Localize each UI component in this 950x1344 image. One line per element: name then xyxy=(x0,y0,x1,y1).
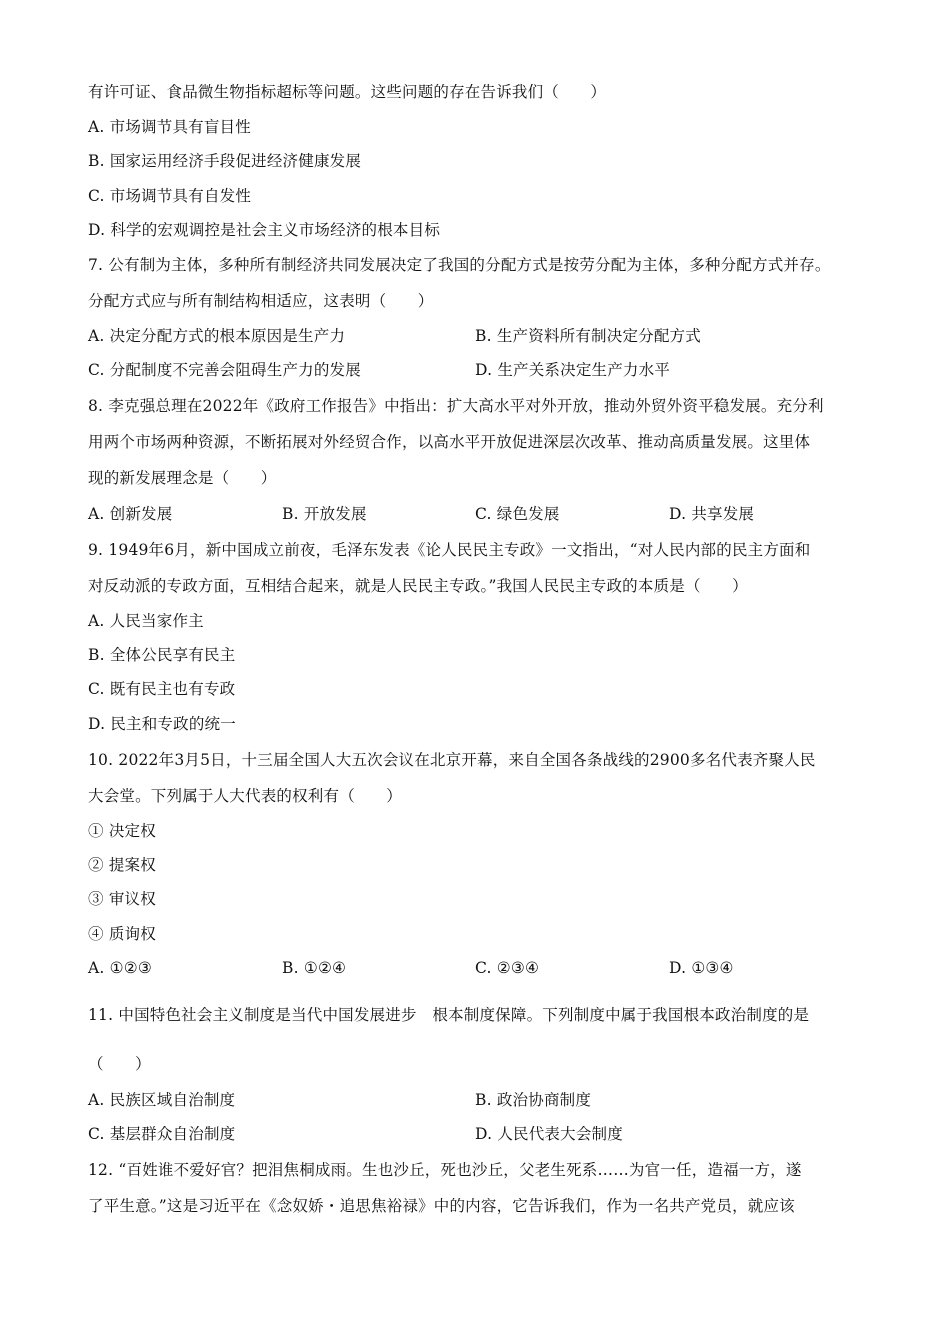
q6-option-b[interactable]: B. 国家运用经济手段促进经济健康发展 xyxy=(88,152,362,170)
q9-option-d[interactable]: D. 民主和专政的统一 xyxy=(88,715,236,733)
q6-option-c[interactable]: C. 市场调节具有自发性 xyxy=(88,187,252,205)
q8-option-d[interactable]: D. 共享发展 xyxy=(669,505,755,523)
q9-stem-line-2: 对反动派的专政方面，互相结合起来，就是人民民主专政。”我国人民民主专政的本质是（ ） xyxy=(88,577,748,595)
q7-option-b[interactable]: B. 生产资料所有制决定分配方式 xyxy=(475,327,701,345)
q9-option-c[interactable]: C. 既有民主也有专政 xyxy=(88,680,236,698)
q7-option-c[interactable]: C. 分配制度不完善会阻碍生产力的发展 xyxy=(88,361,361,379)
q7-option-a[interactable]: A. 决定分配方式的根本原因是生产力 xyxy=(88,327,346,345)
q12-stem-line-1: 12. “百姓谁不爱好官？把泪焦桐成雨。生也沙丘，死也沙丘，父老生死系……为官一任，造福一方，遂 xyxy=(88,1161,802,1179)
q11-option-a[interactable]: A. 民族区域自治制度 xyxy=(88,1091,236,1109)
q11-stem-line-2: （ ） xyxy=(88,1055,151,1073)
q10-item-3: ③ 审议权 xyxy=(88,890,156,908)
q8-option-b[interactable]: B. 开放发展 xyxy=(282,505,367,523)
q8-stem-line-1: 8. 李克强总理在2022年《政府工作报告》中指出：扩大高水平对外开放，推动外贸外资平稳发展。充分利 xyxy=(88,397,824,415)
q11-stem-line-1: 11. 中国特色社会主义制度是当代中国发展进步 根本制度保障。下列制度中属于我国根本政治制度的是 xyxy=(88,1006,810,1024)
q11-option-c[interactable]: C. 基层群众自治制度 xyxy=(88,1125,236,1143)
q7-option-d[interactable]: D. 生产关系决定生产力水平 xyxy=(475,361,671,379)
q11-option-d[interactable]: D. 人民代表大会制度 xyxy=(475,1125,623,1143)
q9-stem-line-1: 9. 1949年6月，新中国成立前夜，毛泽东发表《论人民民主专政》一文指出，“对人民内部的民主方面和 xyxy=(88,541,811,559)
q9-option-a[interactable]: A. 人民当家作主 xyxy=(88,612,204,630)
q10-stem-line-1: 10. 2022年3月5日，十三届全国人大五次会议在北京开幕，来自全国各条战线的2900多名代表齐聚人民 xyxy=(88,751,816,769)
q12-stem-line-2: 了平生意。”这是习近平在《念奴娇・追思焦裕禄》中的内容，它告诉我们，作为一名共产党员，就应该 xyxy=(88,1197,795,1215)
q10-option-c[interactable]: C. ②③④ xyxy=(475,959,540,977)
q10-item-2: ② 提案权 xyxy=(88,856,156,874)
q7-stem-line-1: 7. 公有制为主体，多种所有制经济共同发展决定了我国的分配方式是按劳分配为主体，多种分配方式并存。 xyxy=(88,256,831,274)
q8-stem-line-3: 现的新发展理念是（ ） xyxy=(88,469,277,487)
q8-stem-line-2: 用两个市场两种资源，不断拓展对外经贸合作，以高水平开放促进深层次改革、推动高质量发展。这里体 xyxy=(88,433,811,451)
q10-item-4: ④ 质询权 xyxy=(88,925,156,943)
q10-option-d[interactable]: D. ①③④ xyxy=(669,959,734,977)
q10-stem-line-2: 大会堂。下列属于人大代表的权利有（ ） xyxy=(88,787,403,805)
q6-option-d[interactable]: D. 科学的宏观调控是社会主义市场经济的根本目标 xyxy=(88,221,441,239)
q10-item-1: ① 决定权 xyxy=(88,822,156,840)
q10-option-b[interactable]: B. ①②④ xyxy=(282,959,347,977)
q6-stem-tail: 有许可证、食品微生物指标超标等问题。这些问题的存在告诉我们（ ） xyxy=(88,83,607,101)
q10-option-a[interactable]: A. ①②③ xyxy=(88,959,152,977)
q7-stem-line-2: 分配方式应与所有制结构相适应，这表明（ ） xyxy=(88,292,434,310)
q8-option-a[interactable]: A. 创新发展 xyxy=(88,505,173,523)
q8-option-c[interactable]: C. 绿色发展 xyxy=(475,505,560,523)
q9-option-b[interactable]: B. 全体公民享有民主 xyxy=(88,646,236,664)
q6-option-a[interactable]: A. 市场调节具有盲目性 xyxy=(88,118,251,136)
q11-option-b[interactable]: B. 政治协商制度 xyxy=(475,1091,592,1109)
